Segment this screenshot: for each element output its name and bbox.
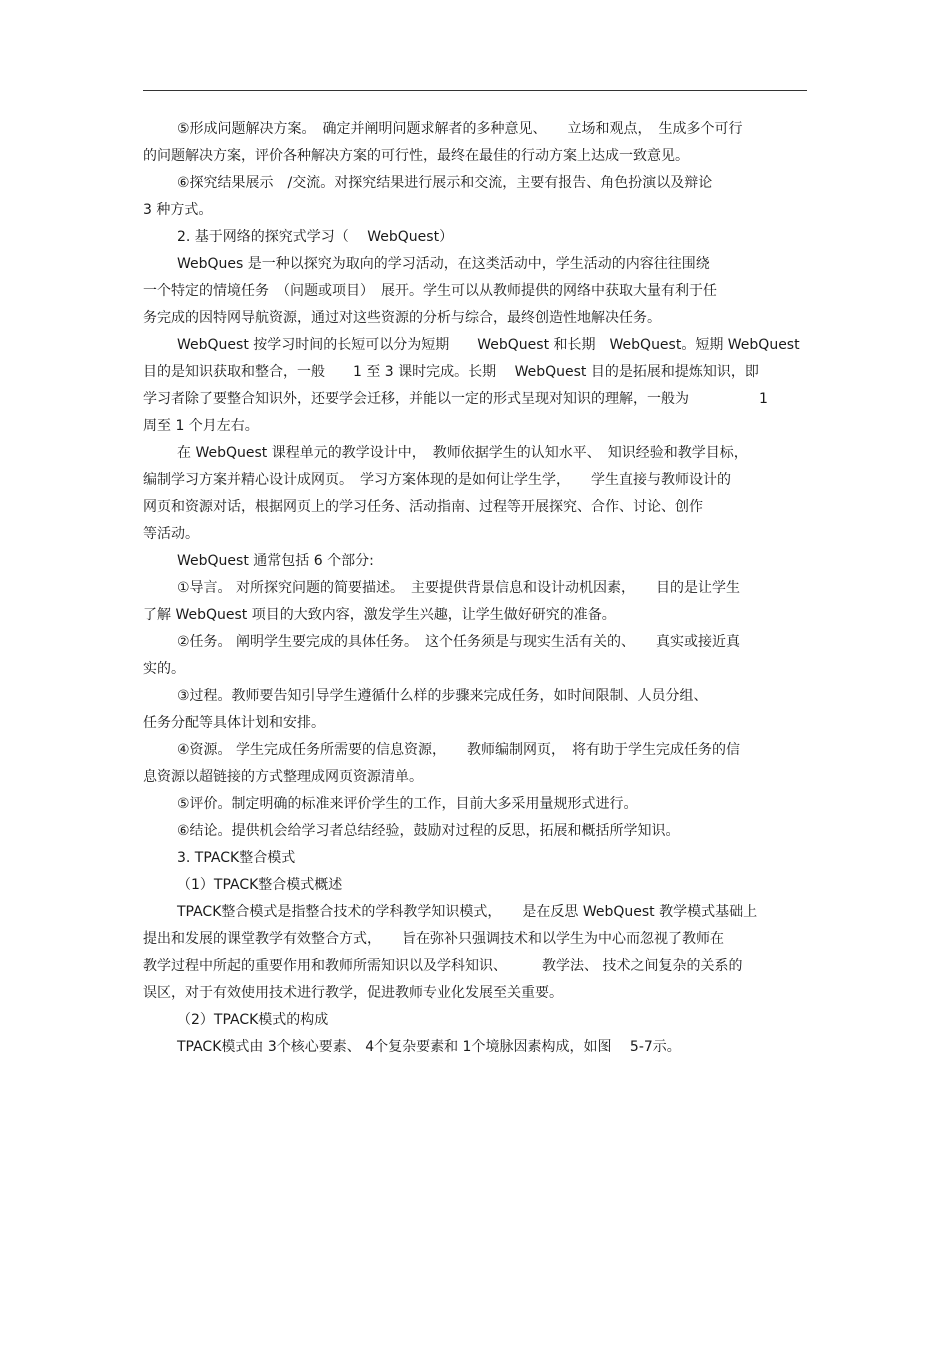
- text-line: ⑥结论。提供机会给学习者总结经验，鼓励对过程的反思，拓展和概括所学知识。: [177, 823, 680, 839]
- text-line: TPACK模式由 3个核心要素、 4个复杂要素和 1个境脉因素构成，如图 5-7示。: [177, 1039, 681, 1055]
- text-line: 教学过程中所起的重要作用和教师所需知识以及学科知识、 教学法、 技术之间复杂的关系的: [143, 958, 743, 974]
- text-line: 一个特定的情境任务 （问题或项目） 展开。学生可以从教师提供的网络中获取大量有利于任: [143, 283, 717, 299]
- text-line: 网页和资源对话，根据网页上的学习任务、活动指南、过程等开展探究、合作、讨论、创作: [143, 499, 703, 515]
- text-line: ⑤评价。制定明确的标准来评价学生的工作，目前大多采用量规形式进行。: [177, 796, 638, 812]
- text-line: （1）TPACK整合模式概述: [177, 877, 343, 893]
- text-line: 3 种方式。: [143, 202, 213, 218]
- text-line: 提出和发展的课堂教学有效整合方式， 旨在弥补只强调技术和以学生为中心而忽视了教师在: [143, 931, 724, 947]
- text-line: 目的是知识获取和整合，一般 1 至 3 课时完成。长期 WebQuest 目的是拓展和提炼知识，即: [143, 364, 759, 380]
- text-line: （2）TPACK模式的构成: [177, 1012, 329, 1028]
- text-line: 3. TPACK整合模式: [177, 850, 296, 866]
- text-line: 等活动。: [143, 526, 199, 542]
- text-line: 务完成的因特网导航资源，通过对这些资源的分析与综合，最终创造性地解决任务。: [143, 310, 661, 326]
- text-line: ①导言。 对所探究问题的简要描述。 主要提供背景信息和设计动机因素， 目的是让学生: [177, 580, 740, 596]
- text-line: WebQuest 通常包括 6 个部分:: [177, 553, 374, 569]
- text-line: 误区，对于有效使用技术进行教学，促进教师专业化发展至关重要。: [143, 985, 563, 1001]
- text-line: WebQues 是一种以探究为取向的学习活动，在这类活动中，学生活动的内容往往围绕: [177, 256, 710, 272]
- text-line: ②任务。 阐明学生要完成的具体任务。 这个任务须是与现实生活有关的、 真实或接近真: [177, 634, 740, 650]
- text-line: 学习者除了要整合知识外，还要学会迁移，并能以一定的形式呈现对知识的理解，一般为 1: [143, 391, 768, 407]
- text-line: 编制学习方案并精心设计成网页。 学习方案体现的是如何让学生学， 学生直接与教师设计的: [143, 472, 731, 488]
- text-line: 任务分配等具体计划和安排。: [143, 715, 325, 731]
- text-line: ⑥探究结果展示 /交流。对探究结果进行展示和交流，主要有报告、角色扮演以及辩论: [177, 175, 713, 191]
- text-line: 实的。: [143, 661, 185, 677]
- text-line: 在 WebQuest 课程单元的教学设计中， 教师依据学生的认知水平、 知识经验和教学目标，: [177, 445, 748, 461]
- header-rule: [143, 90, 807, 91]
- text-line: 2. 基于网络的探究式学习（ WebQuest）: [177, 229, 454, 245]
- text-line: ③过程。教师要告知引导学生遵循什么样的步骤来完成任务，如时间限制、人员分组、: [177, 688, 708, 704]
- text-line: 周至 1 个月左右。: [143, 418, 259, 434]
- document-body: [143, 116, 807, 1061]
- text-line: ⑤形成问题解决方案。 确定并阐明问题求解者的多种意见、 立场和观点， 生成多个可行: [177, 121, 743, 137]
- text-line: 的问题解决方案，评价各种解决方案的可行性，最终在最佳的行动方案上达成一致意见。: [143, 148, 689, 164]
- text-line: 了解 WebQuest 项目的大致内容，激发学生兴趣，让学生做好研究的准备。: [143, 607, 616, 623]
- text-line: TPACK整合模式是指整合技术的学科教学知识模式， 是在反思 WebQuest 教学模式基础上: [177, 904, 758, 920]
- text-line: WebQuest 按学习时间的长短可以分为短期 WebQuest 和长期 WebQuest。短期 WebQuest: [177, 337, 800, 353]
- text-line: ④资源。 学生完成任务所需要的信息资源， 教师编制网页， 将有助于学生完成任务的信: [177, 742, 740, 758]
- text-line: 息资源以超链接的方式整理成网页资源清单。: [143, 769, 423, 785]
